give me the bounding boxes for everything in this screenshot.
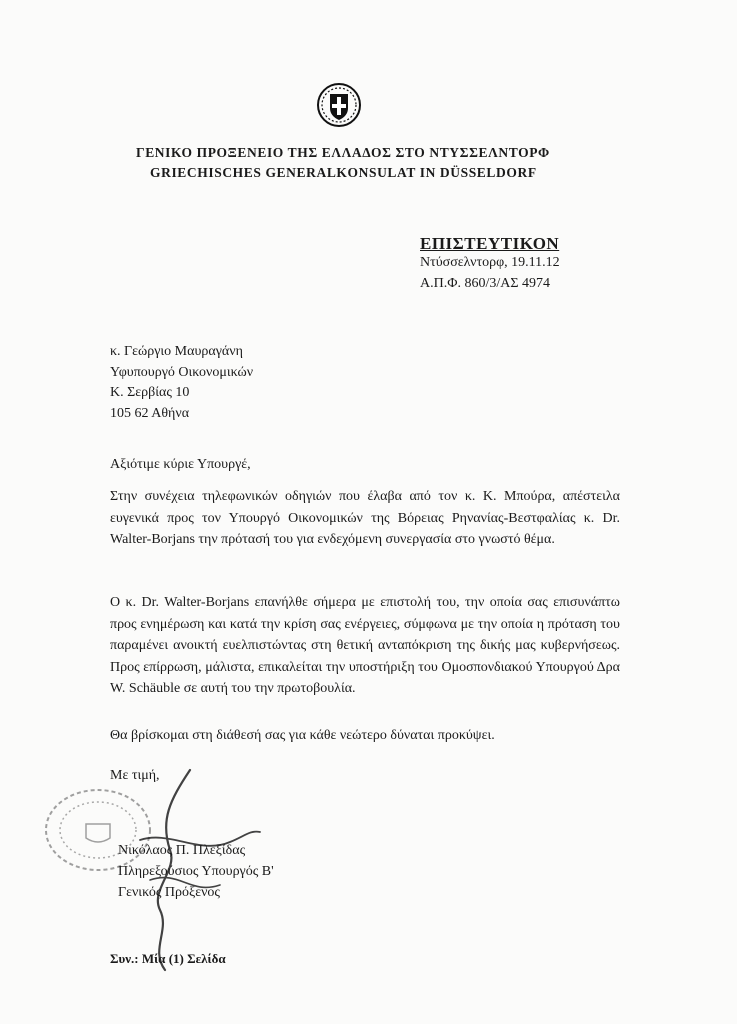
- classification-label: ΕΠΙΣΤΕΥΤΙΚΟΝ: [420, 234, 560, 253]
- reference-number: Α.Π.Φ. 860/3/ΑΣ 4974: [420, 276, 550, 291]
- letterhead-greek: ΓΕΝΙΚΟ ΠΡΟΞΕΝΕΙΟ ΤΗΣ ΕΛΛΑΔΟΣ ΣΤΟ ΝΤΥΣΣΕΛΝΤΟΡΦ: [136, 145, 550, 160]
- closing: Με τιμή,: [110, 768, 160, 783]
- greek-coat-of-arms-icon: [316, 82, 362, 128]
- addressee-street: Κ. Σερβίας 10: [110, 385, 190, 400]
- letter-meta: [420, 252, 560, 294]
- signatory-name: Νικόλαος Π. Πλεξίδας: [118, 843, 246, 858]
- signatory-role-1: Πληρεξούσιος Υπουργός Β': [118, 864, 274, 879]
- enclosure-note: Συν.: Μία (1) Σελίδα: [110, 951, 226, 966]
- addressee-city: 105 62 Αθήνα: [110, 405, 190, 421]
- addressee-title: Υφυπουργό Οικονομικών: [110, 364, 254, 380]
- body-paragraph-1: Στην συνέχεια τηλεφωνικών οδηγιών που έλαβα από τον κ. Κ. Μπούρα, απέστειλα ευγενικά προς τον Υπουργό Οικονομικών της Βόρειας Ρηνανίας-Βεστφαλίας κ. Dr. Walter-Borjans την πρότασή του για ενδεχόμενη συνεργασία στο γνωστό θέμα.: [110, 489, 620, 547]
- body-paragraph-3: Θα βρίσκομαι στη διάθεσή σας για κάθε νεώτερο δύναται προκύψει.: [110, 728, 495, 743]
- addressee-name: κ. Γεώργιο Μαυραγάνη: [110, 344, 243, 359]
- signature-block: [118, 840, 274, 903]
- body-paragraph-2: Ο κ. Dr. Walter-Borjans επανήλθε σήμερα με επιστολή του, την οποία σας επισυνάπτω προς ενημέρωση και κατά την κρίση σας ενέργειες, σύμφωνα με την οποία η πρόταση του παραμένει ανοικτή ευελπιστώντας στη θετική ανταπόκριση της δικής μας κυβερνήσεως. Προς επίρρωση, μάλιστα, επικαλείται την υποστήριξη του Ομοσπονδιακού Υπουργού Δρα W. Schäuble σε αυτή του την πρωτοβουλία.: [110, 595, 620, 696]
- salutation: Αξιότιμε κύριε Υπουργέ,: [110, 457, 251, 472]
- letterhead-german: GRIECHISCHES GENERALKONSULAT IN DÜSSELDORF: [150, 165, 537, 180]
- letterhead: [136, 143, 556, 183]
- signatory-role-2: Γενικός Πρόξενος: [118, 885, 220, 900]
- place-date: Ντύσσελντορφ, 19.11.12: [420, 255, 560, 270]
- addressee-block: [110, 342, 253, 424]
